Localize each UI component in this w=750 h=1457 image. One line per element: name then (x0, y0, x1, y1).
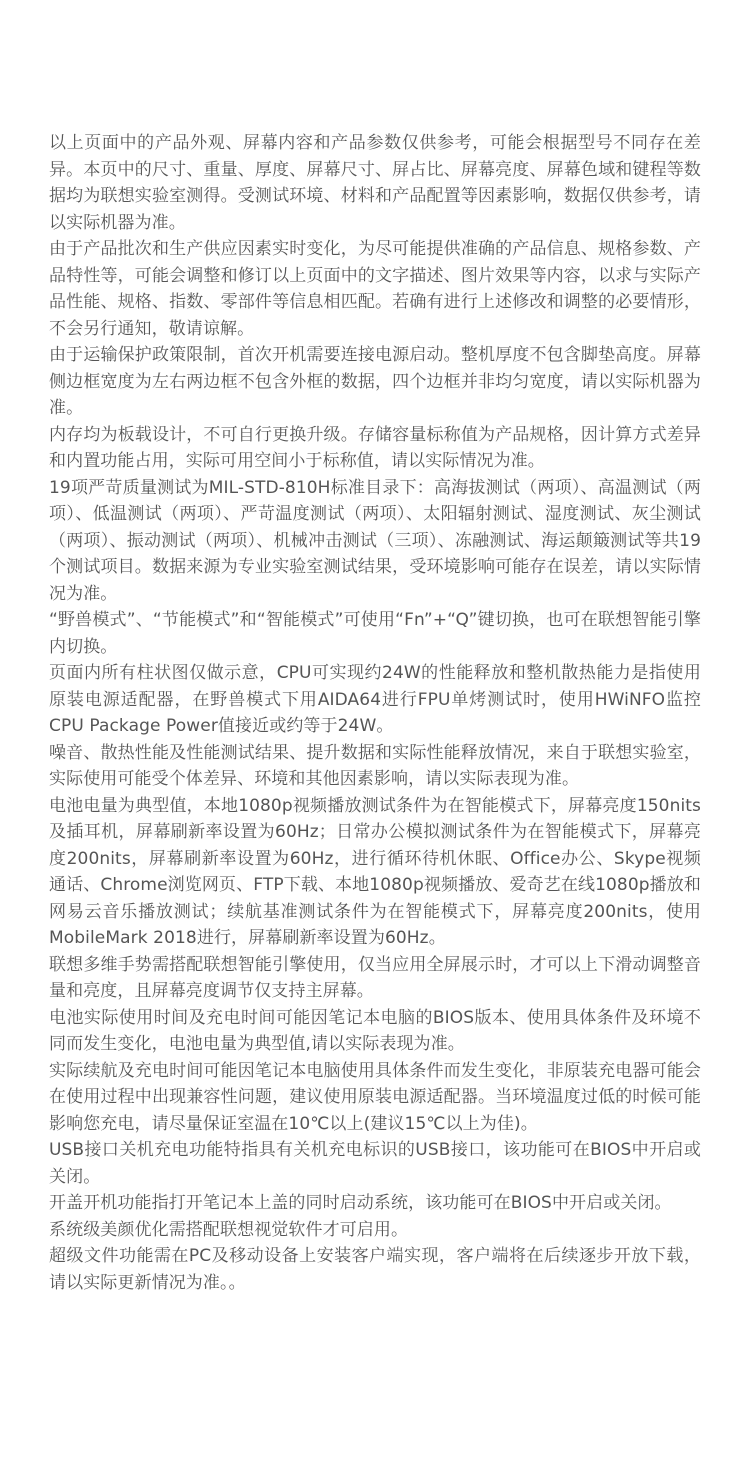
disclaimer-paragraph-lid-open-boot: 开盖开机功能指打开笔记本上盖的同时启动系统，该功能可在BIOS中开启或关闭。 (49, 1193, 672, 1213)
disclaimer-paragraph-content-revision: 由于产品批次和生产供应因素实时变化，为尽可能提供准确的产品信息、规格参数、产品特性等，可能会调整和修订以上页面中的文字描述、图片效果等内容，以求与实际产品性能、规格、指数、零部件等信息相匹配。若确有进行上述修改和调整的必要情形，不会另行通知，敬请谅解。 (49, 239, 701, 339)
disclaimer-paragraph-appearance: 以上页面中的产品外观、屏幕内容和产品参数仅供参考，可能会根据型号不同存在差异。本页中的尺寸、重量、厚度、屏幕尺寸、屏占比、屏幕亮度、屏幕色域和键程等数据均为联想实验室测得。受测试环境、材料和产品配置等因素影响，数据仅供参考，请以实际机器为准。 (49, 133, 701, 233)
disclaimer-paragraph-battery-life: 电池实际使用时间及充电时间可能因笔记本电脑的BIOS版本、使用具体条件及环境不同而发生变化，电池电量为典型值,请以实际表现为准。 (49, 1007, 701, 1054)
disclaimer-paragraph-memory-storage: 内存均为板载设计，不可自行更换升级。存储容量标称值为产品规格，因计算方式差异和内置功能占用，实际可用空间小于标称值，请以实际情况为准。 (49, 424, 701, 471)
disclaimer-paragraph-quality-tests: 19项严苛质量测试为MIL-STD-810H标准目录下：高海拔测试（两项）、高温测试（两项）、低温测试（两项）、严苛温度测试（两项）、太阳辐射测试、湿度测试、灰尘测试（两项）、振动测试（两项）、机械冲击测试（三项）、冻融测试、海运颠簸测试等共19个测试项目。数据来源为专业实验室测试结果，受环境影响可能存在误差，请以实际情况为准。 (49, 477, 701, 604)
disclaimer-paragraph-battery-tests: 电池电量为典型值，本地1080p视频播放测试条件为在智能模式下，屏幕亮度150nits及插耳机，屏幕刷新率设置为60Hz；日常办公模拟测试条件为在智能模式下，屏幕亮度200nits，屏幕刷新率设置为60Hz，进行循环待机休眠、Office办公、Skype视频通话、Chrome浏览网页、FTP下载、本地1080p视频播放、爱奇艺在线1080p播放和网易云音乐播放测试；续航基准测试条件为在智能模式下，屏幕亮度200nits，使用MobileMark 2018进行，屏幕刷新率设置为60Hz。 (49, 795, 701, 948)
disclaimer-paragraph-mode-switch: “野兽模式”、“节能模式”和“智能模式”可使用“Fn”+“Q”键切换，也可在联想智能引擎内切换。 (49, 610, 701, 657)
disclaimer-paragraph-first-boot: 由于运输保护政策限制，首次开机需要连接电源启动。整机厚度不包含脚垫高度。屏幕侧边框宽度为左右两边框不包含外框的数据，四个边框并非均匀宽度，请以实际机器为准。 (49, 345, 701, 418)
disclaimer-paragraph-usb-charging: USB接口关机充电功能特指具有关机充电标识的USB接口，该功能可在BIOS中开启或关闭。 (49, 1140, 701, 1187)
disclaimer-paragraph-charging: 实际续航及充电时间可能因笔记本电脑使用具体条件而发生变化，非原装充电器可能会在使用过程中出现兼容性问题，建议使用原装电源适配器。当环境温度过低的时候可能影响您充电，请尽量保证室温在10℃以上(建议15℃以上为佳)。 (49, 1060, 701, 1134)
disclaimer-paragraph-super-file: 超级文件功能需在PC及移动设备上安装客户端实现，客户端将在后续逐步开放下载，请以实际更新情况为准。。 (49, 1246, 701, 1293)
disclaimer-paragraph-gestures: 联想多维手势需搭配联想智能引擎使用，仅当应用全屏展示时，才可以上下滑动调整音量和亮度，且屏幕亮度调节仅支持主屏幕。 (49, 954, 701, 1001)
disclaimer-paragraph-cpu-performance: 页面内所有柱状图仅做示意，CPU可实现约24W的性能释放和整机散热能力是指使用原装电源适配器，在野兽模式下用AIDA64进行FPU单烤测试时，使用HWiNFO监控CPU Package Power值接近或约等于24W。 (49, 663, 701, 736)
disclaimer-paragraph-beauty-optimization: 系统级美颜优化需搭配联想视觉软件才可启用。 (49, 1219, 409, 1240)
disclaimer-paragraph-noise-thermal: 噪音、散热性能及性能测试结果、提升数据和实际性能释放情况，来自于联想实验室，实际使用可能受个体差异、环境和其他因素影响，请以实际表现为准。 (49, 742, 701, 789)
disclaimer-text-block (49, 130, 701, 1296)
